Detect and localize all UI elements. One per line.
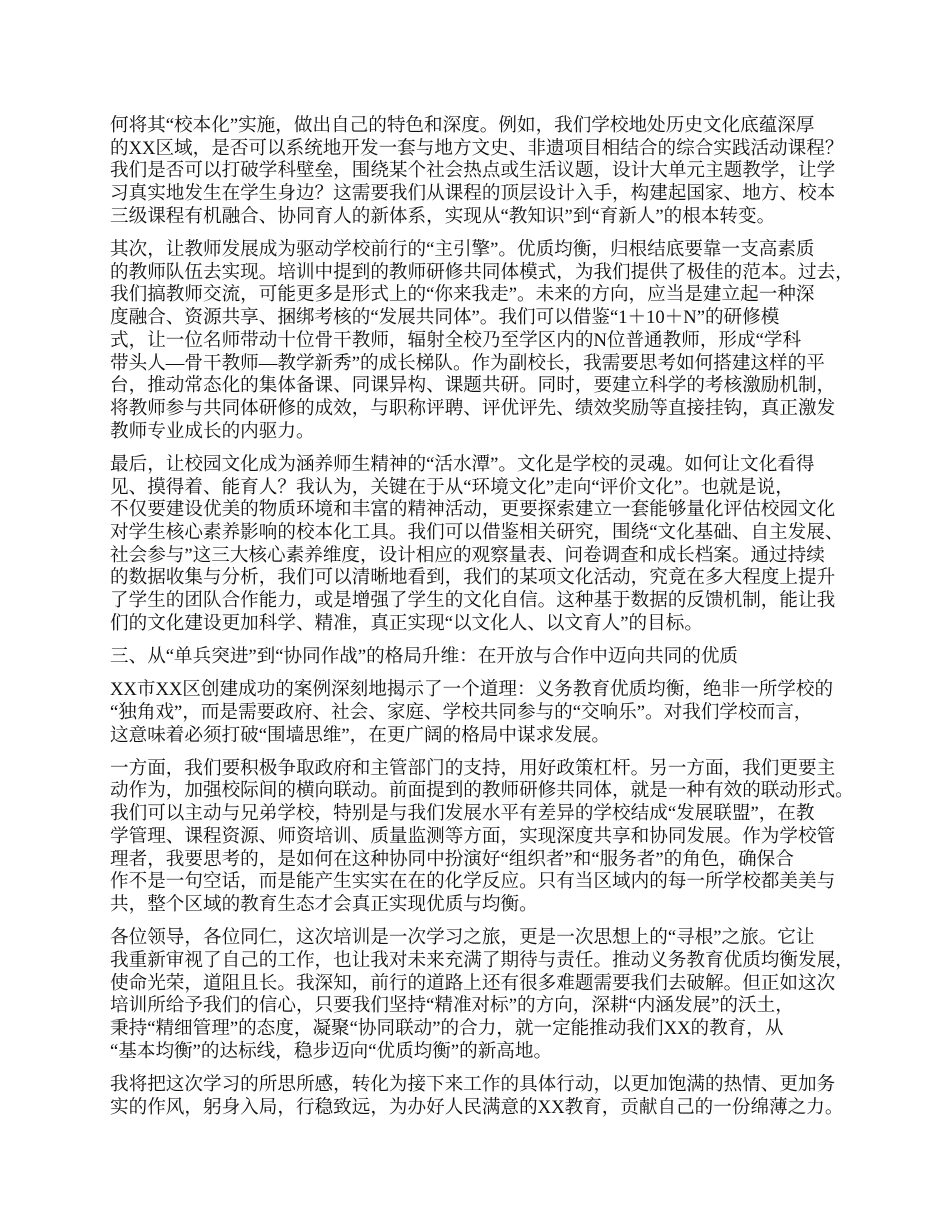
text-line: 将教师参与共同体研修的成效，与职称评聘、评优评先、绩效奖励等直接挂钩，真正激发 — [110, 397, 836, 419]
text-line: 实的作风，躬身入局，行稳致远，为办好人民满意的XX教育，贡献自己的一份绵薄之力。 — [110, 1096, 844, 1118]
text-line: 动作为，加强校际间的横向联动。前面提到的教师研修共同体，就是一种有效的联动形式。 — [110, 780, 854, 802]
text-line: 习真实地发生在学生身边？这需要我们从课程的顶层设计入手，构建起国家、地方、校本 — [110, 183, 836, 205]
text-line: 一方面，我们要积极争取政府和主管部门的支持，用好政策杠杆。另一方面，我们更要主 — [110, 757, 836, 779]
text-line: 秉持“精细管理”的态度，凝聚“协同联动”的合力，就一定能推动我们XX的教育，从 — [110, 1018, 784, 1040]
text-line: 不仅要建设优美的物质环境和丰富的精神活动，更要探索建立一套能够量化评估校园文化 — [110, 499, 836, 521]
text-line: 的教师队伍去实现。培训中提到的教师研修共同体模式，为我们提供了极佳的范本。过去， — [110, 261, 854, 283]
paragraph — [110, 679, 855, 747]
text-line: 使命光荣，道阻且长。我深知，前行的道路上还有很多难题需要我们去破解。但正如这次 — [110, 972, 836, 994]
text-line: 何将其“校本化”实施，做出自己的特色和深度。例如，我们学校地处历史文化底蕴深厚 — [110, 115, 815, 136]
paragraph — [110, 1074, 855, 1119]
text-line: 我将把这次学习的所思所感，转化为接下来工作的具体行动，以更加饱满的热情、更加务 — [110, 1073, 836, 1095]
text-line: 式，让一位名师带动十位骨干教师，辐射全校乃至学区内的N位普通教师，形成“学科 — [110, 329, 802, 351]
text-line: 教师专业成长的内驱力。 — [110, 420, 315, 442]
text-line: 最后，让校园文化成为涵养师生精神的“活水潭”。文化是学校的灵魂。如何让文化看得 — [110, 453, 815, 475]
text-line: 社会参与”这三大核心素养维度，设计相应的观察量表、问卷调查和成长档案。通过持续 — [110, 544, 825, 566]
text-line: 度融合、资源共享、捆绑考核的“发展共同体”。我们可以借鉴“1＋10＋N”的研修模 — [110, 307, 780, 329]
text-line: 各位领导，各位同仁，这次培训是一次学习之旅，更是一次思想上的“寻根”之旅。它让 — [110, 927, 815, 949]
text-line: “基本均衡”的达标线，稳步迈向“优质均衡”的新高地。 — [110, 1040, 553, 1062]
text-line: XX市XX区创建成功的案例深刻地揭示了一个道理：义务教育优质均衡，绝非一所学校的 — [110, 679, 834, 701]
paragraph — [110, 115, 855, 229]
text-line: 我重新审视了自己的工作，也让我对未来充满了期待与责任。推动义务教育优质均衡发展， — [110, 949, 854, 971]
text-line: 我们搞教师交流，可能更多是形式上的“你来我走”。未来的方向，应当是建立起一种深 — [110, 284, 815, 306]
section-heading — [110, 646, 855, 669]
text-line: 的XX区域，是否可以系统地开发一套与地方文史、非遗项目相结合的综合实践活动课程？ — [110, 137, 844, 159]
text-line: 培训所给予我们的信心，只要我们坚持“精准对标”的方向，深耕“内涵发展”的沃土， — [110, 995, 794, 1017]
text-line: 对学生核心素养影响的校本化工具。我们可以借鉴相关研究，围绕“文化基础、自主发展、 — [110, 521, 844, 543]
text-line: 共，整个区域的教育生态才会真正实现优质与均衡。 — [110, 894, 538, 915]
text-line: “独角戏”，而是需要政府、社会、家庭、学校共同参与的“交响乐”。对我们学校而言， — [110, 701, 813, 723]
text-line: 这意味着必须打破“围墙思维”，在更广阔的格局中谋求发展。 — [110, 724, 610, 746]
text-line: 学管理、课程资源、师资培训、质量监测等方面，实现深度共享和协同发展。作为学校管 — [110, 825, 836, 847]
paragraph — [110, 454, 855, 636]
text-line: 带头人—骨干教师—教学新秀”的成长梯队。作为副校长，我需要思考如何搭建这样的平 — [110, 352, 825, 374]
text-line: 见、摸得着、能育人？我认为，关键在于从“环境文化”走向“评价文化”。也就是说， — [110, 476, 794, 498]
text-line: 们的文化建设更加科学、精准，真正实现“以文化人、以文育人”的目标。 — [110, 612, 703, 634]
document-body — [110, 115, 855, 1130]
text-line: 我们是否可以打破学科壁垒，围绕某个社会热点或生活议题，设计大单元主题教学，让学 — [110, 160, 836, 182]
text-line: 三、从“单兵突进”到“协同作战”的格局升维：在开放与合作中迈向共同的优质 — [110, 645, 739, 667]
text-line: 台，推动常态化的集体备课、同课异构、课题共研。同时，要建立科学的考核激励机制， — [110, 375, 836, 397]
text-line: 其次，让教师发展成为驱动学校前行的“主引擎”。优质均衡，归根结底要靠一支高素质 — [110, 239, 815, 261]
text-line: 我们可以主动与兄弟学校，特别是与我们发展水平有差异的学校结成“发展联盟”，在教 — [110, 803, 815, 825]
text-line: 作不是一句空话，而是能产生实实在在的化学反应。只有当区域内的每一所学校都美美与 — [110, 871, 836, 893]
paragraph — [110, 927, 855, 1063]
paragraph — [110, 239, 855, 443]
text-line: 理者，我要思考的，是如何在这种协同中扮演好“组织者”和“服务者”的角色，确保合 — [110, 848, 794, 870]
text-line: 的数据收集与分析，我们可以清晰地看到，我们的某项文化活动，究竟在多大程度上提升 — [110, 567, 836, 589]
text-line: 三级课程有机融合、协同育人的新体系，实现从“教知识”到“育新人”的根本转变。 — [110, 205, 776, 227]
text-line: 了学生的团队合作能力，或是增强了学生的文化自信。这种基于数据的反馈机制，能让我 — [110, 590, 836, 612]
paragraph — [110, 758, 855, 917]
